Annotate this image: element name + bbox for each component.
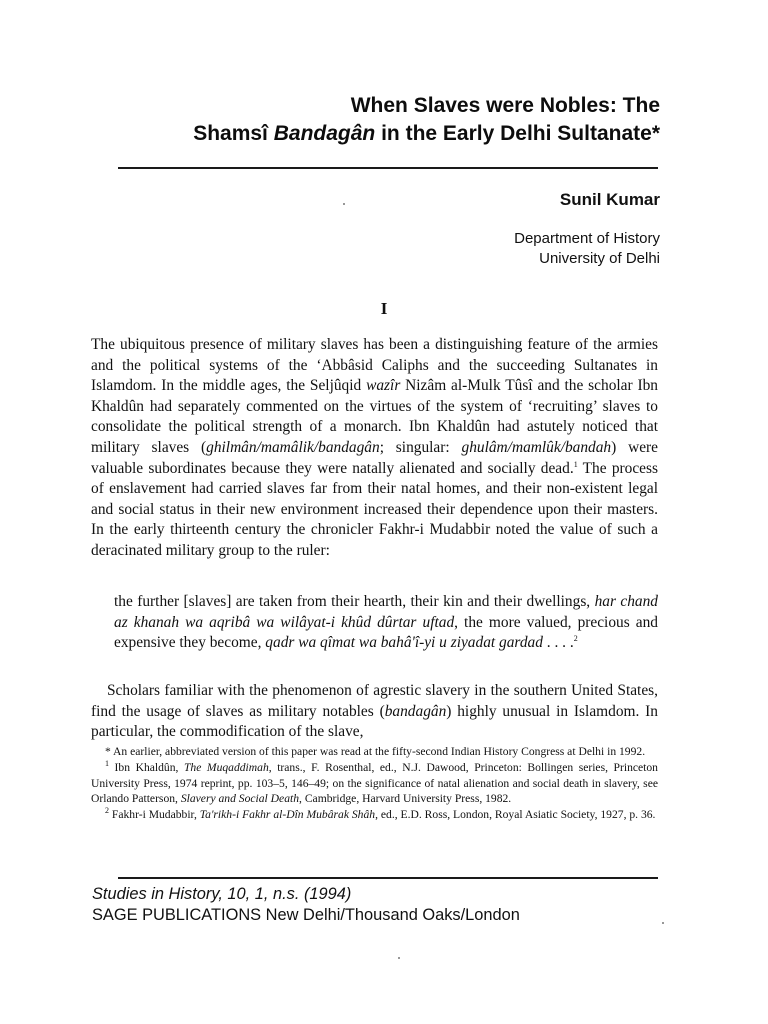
p1-italic-3: ghulâm/mamlûk/bandah	[461, 438, 612, 456]
paragraph-2	[91, 681, 658, 743]
footnote-ref-2: 2	[573, 634, 578, 644]
p1-text-2: Nizâm al-Mulk Tûsî and the scholar Ibn Khaldûn had separately commented on the virtues of the system of ‘recruiting’ slaves to consolidate the political strength of a monarch. Ibn Khaldûn had astutely noticed that military slaves (	[91, 377, 658, 456]
p1-text-3: ; singular:	[379, 438, 462, 456]
footnote-1-text-a: Ibn Khaldûn,	[109, 760, 184, 774]
title-line-2-prefix: Shamsî	[193, 122, 274, 145]
title-rule	[118, 167, 658, 169]
article-title	[193, 92, 660, 148]
p1-italic-1: wazîr	[366, 377, 401, 395]
paragraph-1	[91, 335, 658, 562]
author-name: Sunil Kumar	[559, 190, 660, 209]
footnote-1-italic-2: Slavery and Social Death	[180, 792, 300, 806]
scan-speck	[662, 922, 664, 924]
title-line-2-suffix: in the Early Delhi Sultanate*	[375, 122, 660, 145]
footnote-2-text-b: , ed., E.D. Ross, London, Royal Asiatic Society, 1927, p. 36.	[375, 808, 656, 822]
footnote-1-mark: 1	[105, 758, 109, 768]
block-quote	[114, 592, 658, 654]
footnote-1-text-c: , Cambridge, Harvard University Press, 1982.	[299, 792, 512, 806]
footnote-2-text-a: Fakhr-i Mudabbir,	[109, 808, 200, 822]
author-affiliation	[514, 229, 660, 269]
footnote-2-mark: 2	[105, 806, 109, 816]
p2-text-1: Scholars familiar with the phenomenon of agrestic slavery in the southern United States, find the usage of slaves as military notables (	[91, 682, 658, 720]
quote-text-3: . . . .	[542, 634, 574, 652]
p2-text-2: ) highly unusual in Islamdom. In particular, the commodification of the slave,	[91, 702, 658, 741]
p1-italic-2: ghilmân/mamâlik/bandagân	[206, 438, 380, 456]
title-line-2-italic: Bandagân	[273, 122, 376, 145]
p1-text-4: ) were valuable subordinates because they were natally alienated and socially dead.	[91, 438, 658, 477]
p1-text-5: The process of enslavement had carried slaves far from their natal homes, and their non-existent legal and social status in their new environment increased their dependence upon their masters. In the early thirteenth century the chronicler Fakhr-i Mudabbir noted the value of such a deracinated military group to the ruler:	[91, 459, 658, 559]
quote-italic-2: qadr wa qîmat wa bahâ'î-yi u ziyadat gardad	[265, 634, 543, 652]
journal-publisher: SAGE PUBLICATIONS New Delhi/Thousand Oaks/London	[92, 906, 520, 924]
quote-text-1: the further [slaves] are taken from their hearth, their kin and their dwellings,	[114, 593, 595, 610]
footnote-2-italic-1: Ta'rikh-i Fakhr al-Dîn Mubârak Shâh	[199, 808, 376, 822]
department: Department of History	[514, 230, 660, 247]
journal-issue: Studies in History, 10, 1, n.s. (1994)	[92, 885, 352, 903]
title-line-2	[193, 120, 660, 148]
footnote-1-text-b: , trans., F. Rosenthal, ed., N.J. Dawood, Princeton: Bollingen series, Princeton University Press, 1974 reprint, pp. 103–5, 146–49; on the significance of natal alienation and social death in slavery, see Orlando Patterson,	[91, 760, 658, 806]
quote-italic-1: har chand az khanah wa aqribâ wa wilâyat-i khûd dûrtar uftad	[114, 593, 658, 631]
footnote-1-italic-1: The Muqaddimah	[183, 760, 269, 774]
footnote-ref-1: 1	[573, 459, 578, 469]
title-line-1: When Slaves were Nobles: The	[350, 94, 660, 117]
p1-text-1: The ubiquitous presence of military slaves has been a distinguishing feature of the armies and the political systems of the ‘Abbâsid Caliphs and the succeeding Sultanates in Islamdom. In the middle ages, the Seljûqid	[91, 336, 658, 395]
footnote-1	[91, 760, 658, 807]
footnotes	[91, 744, 658, 823]
scan-speck	[398, 957, 400, 959]
journal-citation	[92, 884, 520, 926]
footnote-2	[91, 807, 658, 823]
quote-text-2: , the more valued, precious and expensive they become,	[114, 613, 658, 652]
section-heading: I	[380, 299, 388, 318]
scan-speck	[343, 203, 345, 205]
university: University of Delhi	[539, 250, 660, 267]
journal-rule	[118, 877, 658, 879]
footnote-star: * An earlier, abbreviated version of this paper was read at the fifty-second Indian History Congress at Delhi in 1992.	[105, 745, 646, 758]
p2-italic-1: bandagân	[384, 702, 447, 720]
